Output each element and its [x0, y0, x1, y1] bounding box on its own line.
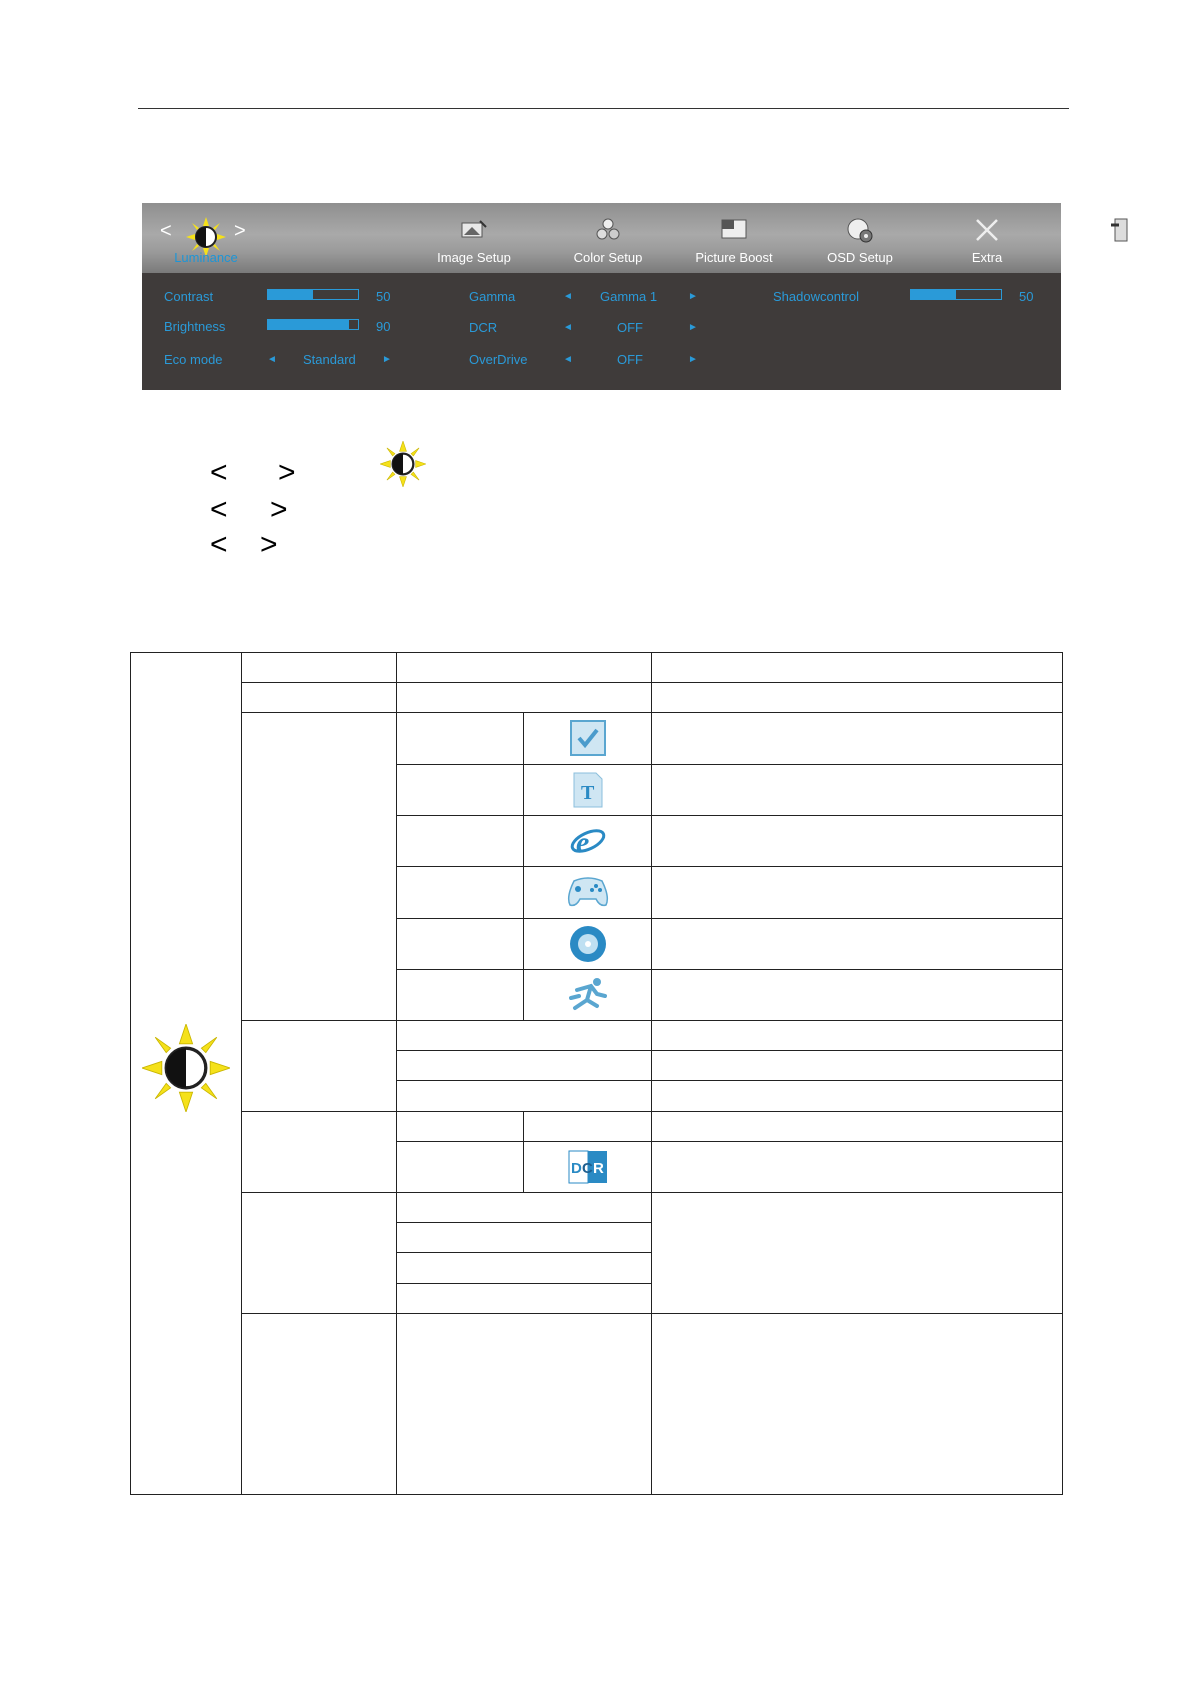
table-cell: [524, 969, 652, 1020]
image-setup-icon: [460, 217, 488, 246]
luminance-icon-cell: [131, 653, 242, 1495]
brightness-label: Brightness: [164, 319, 226, 334]
table-cell: [652, 764, 1063, 815]
gamma-value: Gamma 1: [600, 289, 658, 304]
tab-picture-boost[interactable]: [684, 203, 784, 273]
right-chevron: >: [260, 528, 278, 561]
table-cell: [397, 1313, 652, 1494]
tab-label: Luminance: [174, 250, 238, 265]
shadowcontrol-slider[interactable]: [910, 289, 1002, 300]
table-cell: [242, 713, 397, 1021]
slider-fill: [268, 290, 313, 299]
osd-tab-bar: [142, 203, 1132, 273]
table-cell: [524, 918, 652, 969]
shadowcontrol-value: 50: [1019, 289, 1034, 304]
disc-icon: [524, 924, 651, 964]
table-cell: [524, 815, 652, 866]
table-cell: [652, 867, 1063, 918]
table-cell: [242, 683, 397, 713]
table-cell: [652, 1081, 1063, 1111]
contrast-label: Contrast: [164, 289, 214, 304]
table-cell: [397, 815, 524, 866]
table-cell: [652, 653, 1063, 683]
overdrive-right-arrow[interactable]: ►: [688, 354, 698, 365]
nav-right-chevron[interactable]: >: [234, 220, 246, 242]
runner-icon: [524, 976, 651, 1014]
tab-color-setup[interactable]: [558, 203, 658, 273]
table-cell: [397, 918, 524, 969]
osd-menu: [142, 203, 1132, 390]
settings-table: [130, 652, 1063, 1495]
contrast-slider[interactable]: [267, 289, 359, 300]
table-cell: [397, 1283, 652, 1313]
table-cell: [524, 1141, 652, 1192]
table-cell: [397, 1021, 652, 1051]
dcr-left-arrow[interactable]: ◄: [563, 322, 573, 333]
slider-fill: [268, 320, 349, 329]
gamepad-icon: [524, 875, 651, 909]
table-cell: [524, 764, 652, 815]
eco-mode-value: Standard: [303, 352, 356, 367]
table-cell: [242, 1313, 397, 1494]
tab-exit[interactable]: [1071, 203, 1171, 273]
internet-icon: [524, 820, 651, 862]
table-cell: [524, 867, 652, 918]
table-cell: [524, 1111, 652, 1141]
osd-setup-icon: [845, 217, 875, 250]
eco-left-arrow[interactable]: ◄: [267, 354, 277, 365]
left-chevron: <: [210, 456, 228, 489]
table-cell: [652, 1313, 1063, 1494]
table-cell: [652, 1193, 1063, 1314]
table-cell: [242, 1021, 397, 1112]
table-cell: [397, 1141, 524, 1192]
picture-boost-icon: [720, 217, 748, 246]
table-cell: [652, 815, 1063, 866]
brightness-value: 90: [376, 319, 391, 334]
tab-extra[interactable]: [937, 203, 1037, 273]
table-cell: [652, 969, 1063, 1020]
overdrive-left-arrow[interactable]: ◄: [563, 354, 573, 365]
tab-label: Extra: [971, 250, 1003, 265]
slider-fill: [911, 290, 956, 299]
right-chevron: >: [270, 493, 288, 526]
tab-label: Color Setup: [573, 250, 643, 265]
table-cell: [397, 1253, 652, 1283]
dcr-value: OFF: [617, 320, 643, 335]
table-cell: [397, 969, 524, 1020]
svg-text:e: e: [575, 826, 589, 860]
tab-osd-setup[interactable]: [810, 203, 910, 273]
extra-icon: [974, 217, 1000, 248]
dcr-icon: [524, 1150, 651, 1184]
shadowcontrol-label: Shadowcontrol: [773, 289, 859, 304]
table-cell: [652, 683, 1063, 713]
table-cell: [524, 713, 652, 764]
tab-label: Image Setup: [437, 250, 511, 265]
table-cell: [397, 1193, 652, 1223]
svg-text:R: R: [592, 1159, 604, 1177]
nav-left-chevron[interactable]: <: [160, 220, 172, 242]
dcr-right-arrow[interactable]: ►: [688, 322, 698, 333]
table-cell: [652, 1141, 1063, 1192]
checkmark-icon: [524, 719, 651, 757]
overdrive-label: OverDrive: [469, 352, 528, 367]
exit-icon: [1109, 217, 1133, 248]
table-cell: [652, 918, 1063, 969]
contrast-value: 50: [376, 289, 391, 304]
table-cell: [397, 764, 524, 815]
table-cell: [397, 653, 652, 683]
overdrive-value: OFF: [617, 352, 643, 367]
gamma-right-arrow[interactable]: ►: [688, 291, 698, 302]
table-cell: [397, 1051, 652, 1081]
eco-right-arrow[interactable]: ►: [382, 354, 392, 365]
svg-text:D: D: [570, 1159, 582, 1177]
tab-label: Picture Boost: [695, 250, 773, 265]
table-cell: [242, 653, 397, 683]
eco-mode-label: Eco mode: [164, 352, 223, 367]
brightness-slider[interactable]: [267, 319, 359, 330]
table-cell: [242, 1111, 397, 1192]
table-cell: [397, 713, 524, 764]
table-cell: [397, 867, 524, 918]
tab-image-setup[interactable]: [424, 203, 524, 273]
table-cell: [652, 713, 1063, 764]
right-chevron: >: [278, 456, 296, 489]
sun-contrast-icon: [131, 1024, 241, 1112]
table-cell: [397, 683, 652, 713]
sun-contrast-icon: [380, 441, 426, 492]
tab-luminance[interactable]: [174, 203, 238, 273]
header-rule: [138, 108, 1069, 109]
dcr-label: DCR: [469, 320, 498, 335]
color-setup-icon: [595, 217, 621, 246]
table-cell: [242, 1193, 397, 1314]
table-cell: [652, 1051, 1063, 1081]
table-cell: [397, 1111, 524, 1141]
svg-text:T: T: [580, 781, 594, 804]
tab-label: Exit: [1110, 250, 1132, 265]
gamma-left-arrow[interactable]: ◄: [563, 291, 573, 302]
gamma-label: Gamma: [469, 289, 516, 304]
tab-label: OSD Setup: [827, 250, 893, 265]
table-cell: [652, 1021, 1063, 1051]
text-icon: [524, 771, 651, 809]
left-chevron: <: [210, 493, 228, 526]
left-chevron: <: [210, 528, 228, 561]
table-cell: [397, 1223, 652, 1253]
table-cell: [652, 1111, 1063, 1141]
table-cell: [397, 1081, 652, 1111]
svg-text:C: C: [581, 1159, 593, 1177]
